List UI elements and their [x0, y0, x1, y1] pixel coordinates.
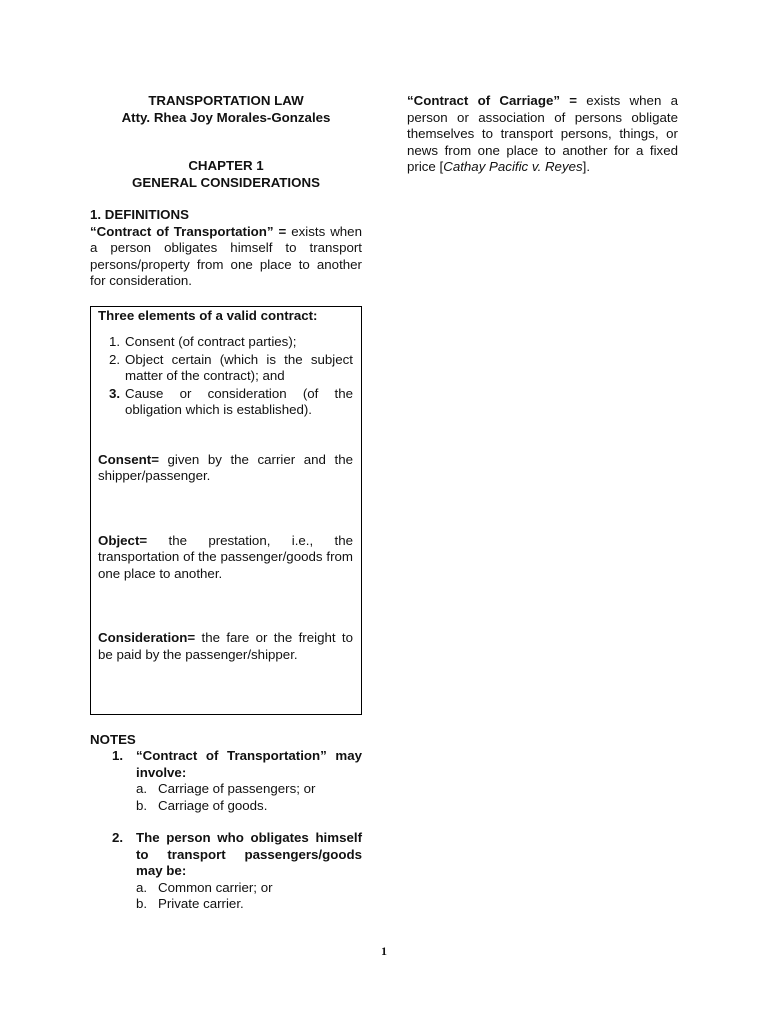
right-column: [407, 93, 678, 176]
transport-definition: [90, 224, 362, 290]
object-definition: Object= the prestation, i.e., the transportation of the passenger/goods from one place to another.: [98, 532, 353, 581]
notes-title: NOTES: [90, 731, 136, 747]
elements-box: [90, 306, 362, 715]
notes-section: [90, 732, 362, 913]
list-item: a. Common carrier; or: [136, 879, 273, 895]
carriage-definition: “Contract of Carriage” = exists when a person or association of persons obligate themselves to transport persons, things, or news from one place to another for a fixed price [Cathay Pacific v. Reyes].: [407, 93, 678, 174]
carriage-term: “Contract of Carriage” =: [407, 93, 578, 108]
note-item: 2. The person who obligates himself to transport passengers/goods may be: a. Common carrier; or b. Private carrier.: [112, 830, 362, 911]
list-item: b. Carriage of goods.: [136, 797, 268, 813]
chapter-title: GENERAL CONSIDERATIONS: [132, 174, 320, 190]
elements-list: [98, 334, 353, 419]
document-title: TRANSPORTATION LAW: [148, 93, 304, 108]
consideration-definition: Consideration= the fare or the freight to be paid by the passenger/shipper.: [98, 630, 353, 662]
author-name: Atty. Rhea Joy Morales-Gonzales: [121, 109, 331, 125]
left-column: [90, 93, 362, 913]
transport-body: exists when a person obligates himself to transport persons/property from one place to another for consideration.: [90, 223, 362, 288]
case-citation: Cathay Pacific v. Reyes: [443, 159, 583, 174]
list-item: b. Private carrier.: [136, 896, 244, 911]
consent-definition: Consent= given by the carrier and the shipper/passenger.: [98, 451, 353, 483]
list-item: 3. Cause or consideration (of the obligation which is established).: [109, 385, 353, 417]
transport-term: “Contract of Transportation” =: [90, 223, 287, 239]
definitions-heading: 1. DEFINITIONS: [90, 207, 189, 222]
list-item: a. Carriage of passengers; or: [136, 781, 316, 796]
list-item: 2. Object certain (which is the subject matter of the contract); and: [109, 351, 353, 383]
note-item: 1. “Contract of Transportation” may involve: a. Carriage of passengers; or b. Carriage of goods.: [112, 748, 362, 813]
list-item: 1. Consent (of contract parties);: [109, 334, 297, 349]
chapter-number: CHAPTER 1: [188, 158, 264, 173]
page-number: 1: [381, 944, 387, 958]
elements-title: Three elements of a valid contract:: [98, 307, 318, 323]
